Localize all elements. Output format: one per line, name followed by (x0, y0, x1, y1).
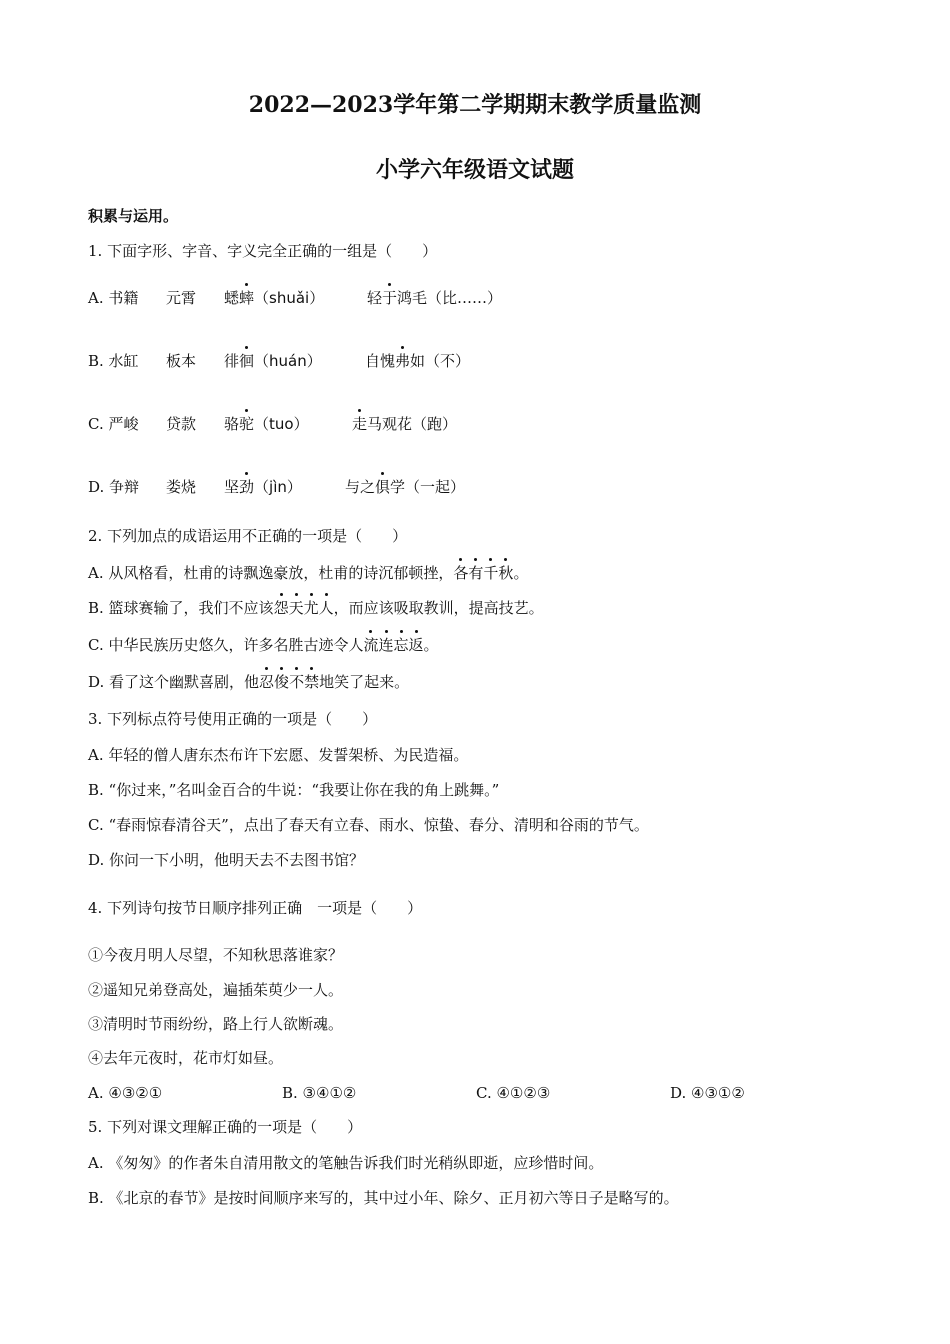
q5-option-a: A. 《匆匆》的作者朱自清用散文的笔触告诉我们时光稍纵即逝，应珍惜时间。 (88, 1154, 604, 1172)
emphasis-dot-char: 俊 (274, 673, 290, 691)
exam-title: 2022—2023学年第二学期期末教学质量监测 (248, 92, 702, 118)
q3-option-c: C. “春雨惊春清谷天”，点出了春天有立春、雨水、惊蛰、春分、清明和谷雨的节气。 (88, 816, 649, 834)
q4-poem-line-4: ④去年元夜时，花市灯如昼。 (88, 1049, 284, 1067)
emphasis-dot-char: 劲 (239, 478, 255, 496)
q2-option-d: D. 看了这个幽默喜剧，他忍俊不禁地笑了起来。 (88, 673, 410, 691)
exam-subtitle: 小学六年级语文试题 (375, 157, 574, 183)
q4-poem-line-1: ①今夜月明人尽望，不知秋思落谁家？ (88, 946, 344, 964)
q1-option-d: D. 争辩 娄烧 坚劲（jìn） 与之俱学（一起） (88, 478, 466, 496)
q2-option-b: B. 篮球赛输了，我们不应该怨天尤人，而应该吸取教训，提高技艺。 (88, 599, 544, 617)
emphasis-dot-char: 于 (382, 289, 398, 307)
emphasis-dot-char: 徊 (239, 352, 255, 370)
q2-option-c: C. 中华民族历史悠久，许多名胜古迹令人流连忘返。 (88, 636, 439, 654)
question-3-stem: 3. 下列标点符号使用正确的一项是（ ） (88, 710, 378, 728)
q3-option-d: D. 你问一下小明，他明天去不去图书馆？ (88, 851, 365, 869)
q4-option-c: C. ④①②③ (476, 1084, 551, 1102)
section-heading: 积累与运用。 (88, 207, 179, 225)
q4-option-d: D. ④③①② (670, 1084, 745, 1102)
emphasis-dot-char: 怨 (273, 599, 289, 617)
emphasis-dot-char: 忘 (393, 636, 409, 654)
emphasis-dot-char: 流 (363, 636, 379, 654)
question-5-stem: 5. 下列对课文理解正确的一项是（ ） (88, 1118, 363, 1136)
q4-poem-line-2: ②遥知兄弟登高处，遍插茱萸少一人。 (88, 981, 344, 999)
emphasis-dot-char: 禁 (304, 673, 320, 691)
emphasis-dot-char: 走 (352, 415, 368, 433)
q2-option-a: A. 从风格看，杜甫的诗飘逸豪放，杜甫的诗沉郁顿挫，各有千秋。 (88, 564, 529, 582)
q4-option-a: A. ④③②① (88, 1084, 163, 1102)
emphasis-dot-char: 忍 (259, 673, 275, 691)
q5-option-b: B. 《北京的春节》是按时间顺序来写的，其中过小年、除夕、正月初六等日子是略写的。 (88, 1189, 679, 1207)
emphasis-dot-char: 有 (468, 564, 484, 582)
emphasis-dot-char: 尤 (303, 599, 319, 617)
emphasis-dot-char: 人 (318, 599, 334, 617)
emphasis-dot-char: 千 (483, 564, 499, 582)
q3-option-b: B. “你过来，”名叫金百合的牛说：“我要让你在我的角上跳舞。” (88, 781, 500, 799)
emphasis-dot-char: 连 (378, 636, 394, 654)
q1-option-a: A. 书籍 元霄 蟋蟀（shuǎi） 轻于鸿毛（比……） (88, 289, 503, 307)
emphasis-dot-char: 弗 (395, 352, 411, 370)
q1-option-b: B. 水缸 板本 徘徊（huán） 自愧弗如（不） (88, 352, 471, 370)
q4-option-b: B. ③④①② (282, 1084, 357, 1102)
emphasis-dot-char: 返 (408, 636, 424, 654)
q1-option-c: C. 严峻 贷款 骆驼（tuo） 走马观花（跑） (88, 415, 458, 433)
question-4-stem: 4. 下列诗句按节日顺序排列正确 一项是（ ） (88, 899, 423, 917)
emphasis-dot-char: 蟀 (239, 289, 255, 307)
q4-poem-line-3: ③清明时节雨纷纷，路上行人欲断魂。 (88, 1015, 344, 1033)
emphasis-dot-char: 秋 (498, 564, 514, 582)
emphasis-dot-char: 天 (288, 599, 304, 617)
question-1-stem: 1. 下面字形、字音、字义完全正确的一组是（ ） (88, 242, 438, 260)
q3-option-a: A. 年轻的僧人唐东杰布许下宏愿、发誓架桥、为民造福。 (88, 746, 469, 764)
question-2-stem: 2. 下列加点的成语运用不正确的一项是（ ） (88, 527, 408, 545)
emphasis-dot-char: 各 (453, 564, 469, 582)
emphasis-dot-char: 驼 (239, 415, 255, 433)
emphasis-dot-char: 俱 (375, 478, 391, 496)
emphasis-dot-char: 不 (289, 673, 305, 691)
